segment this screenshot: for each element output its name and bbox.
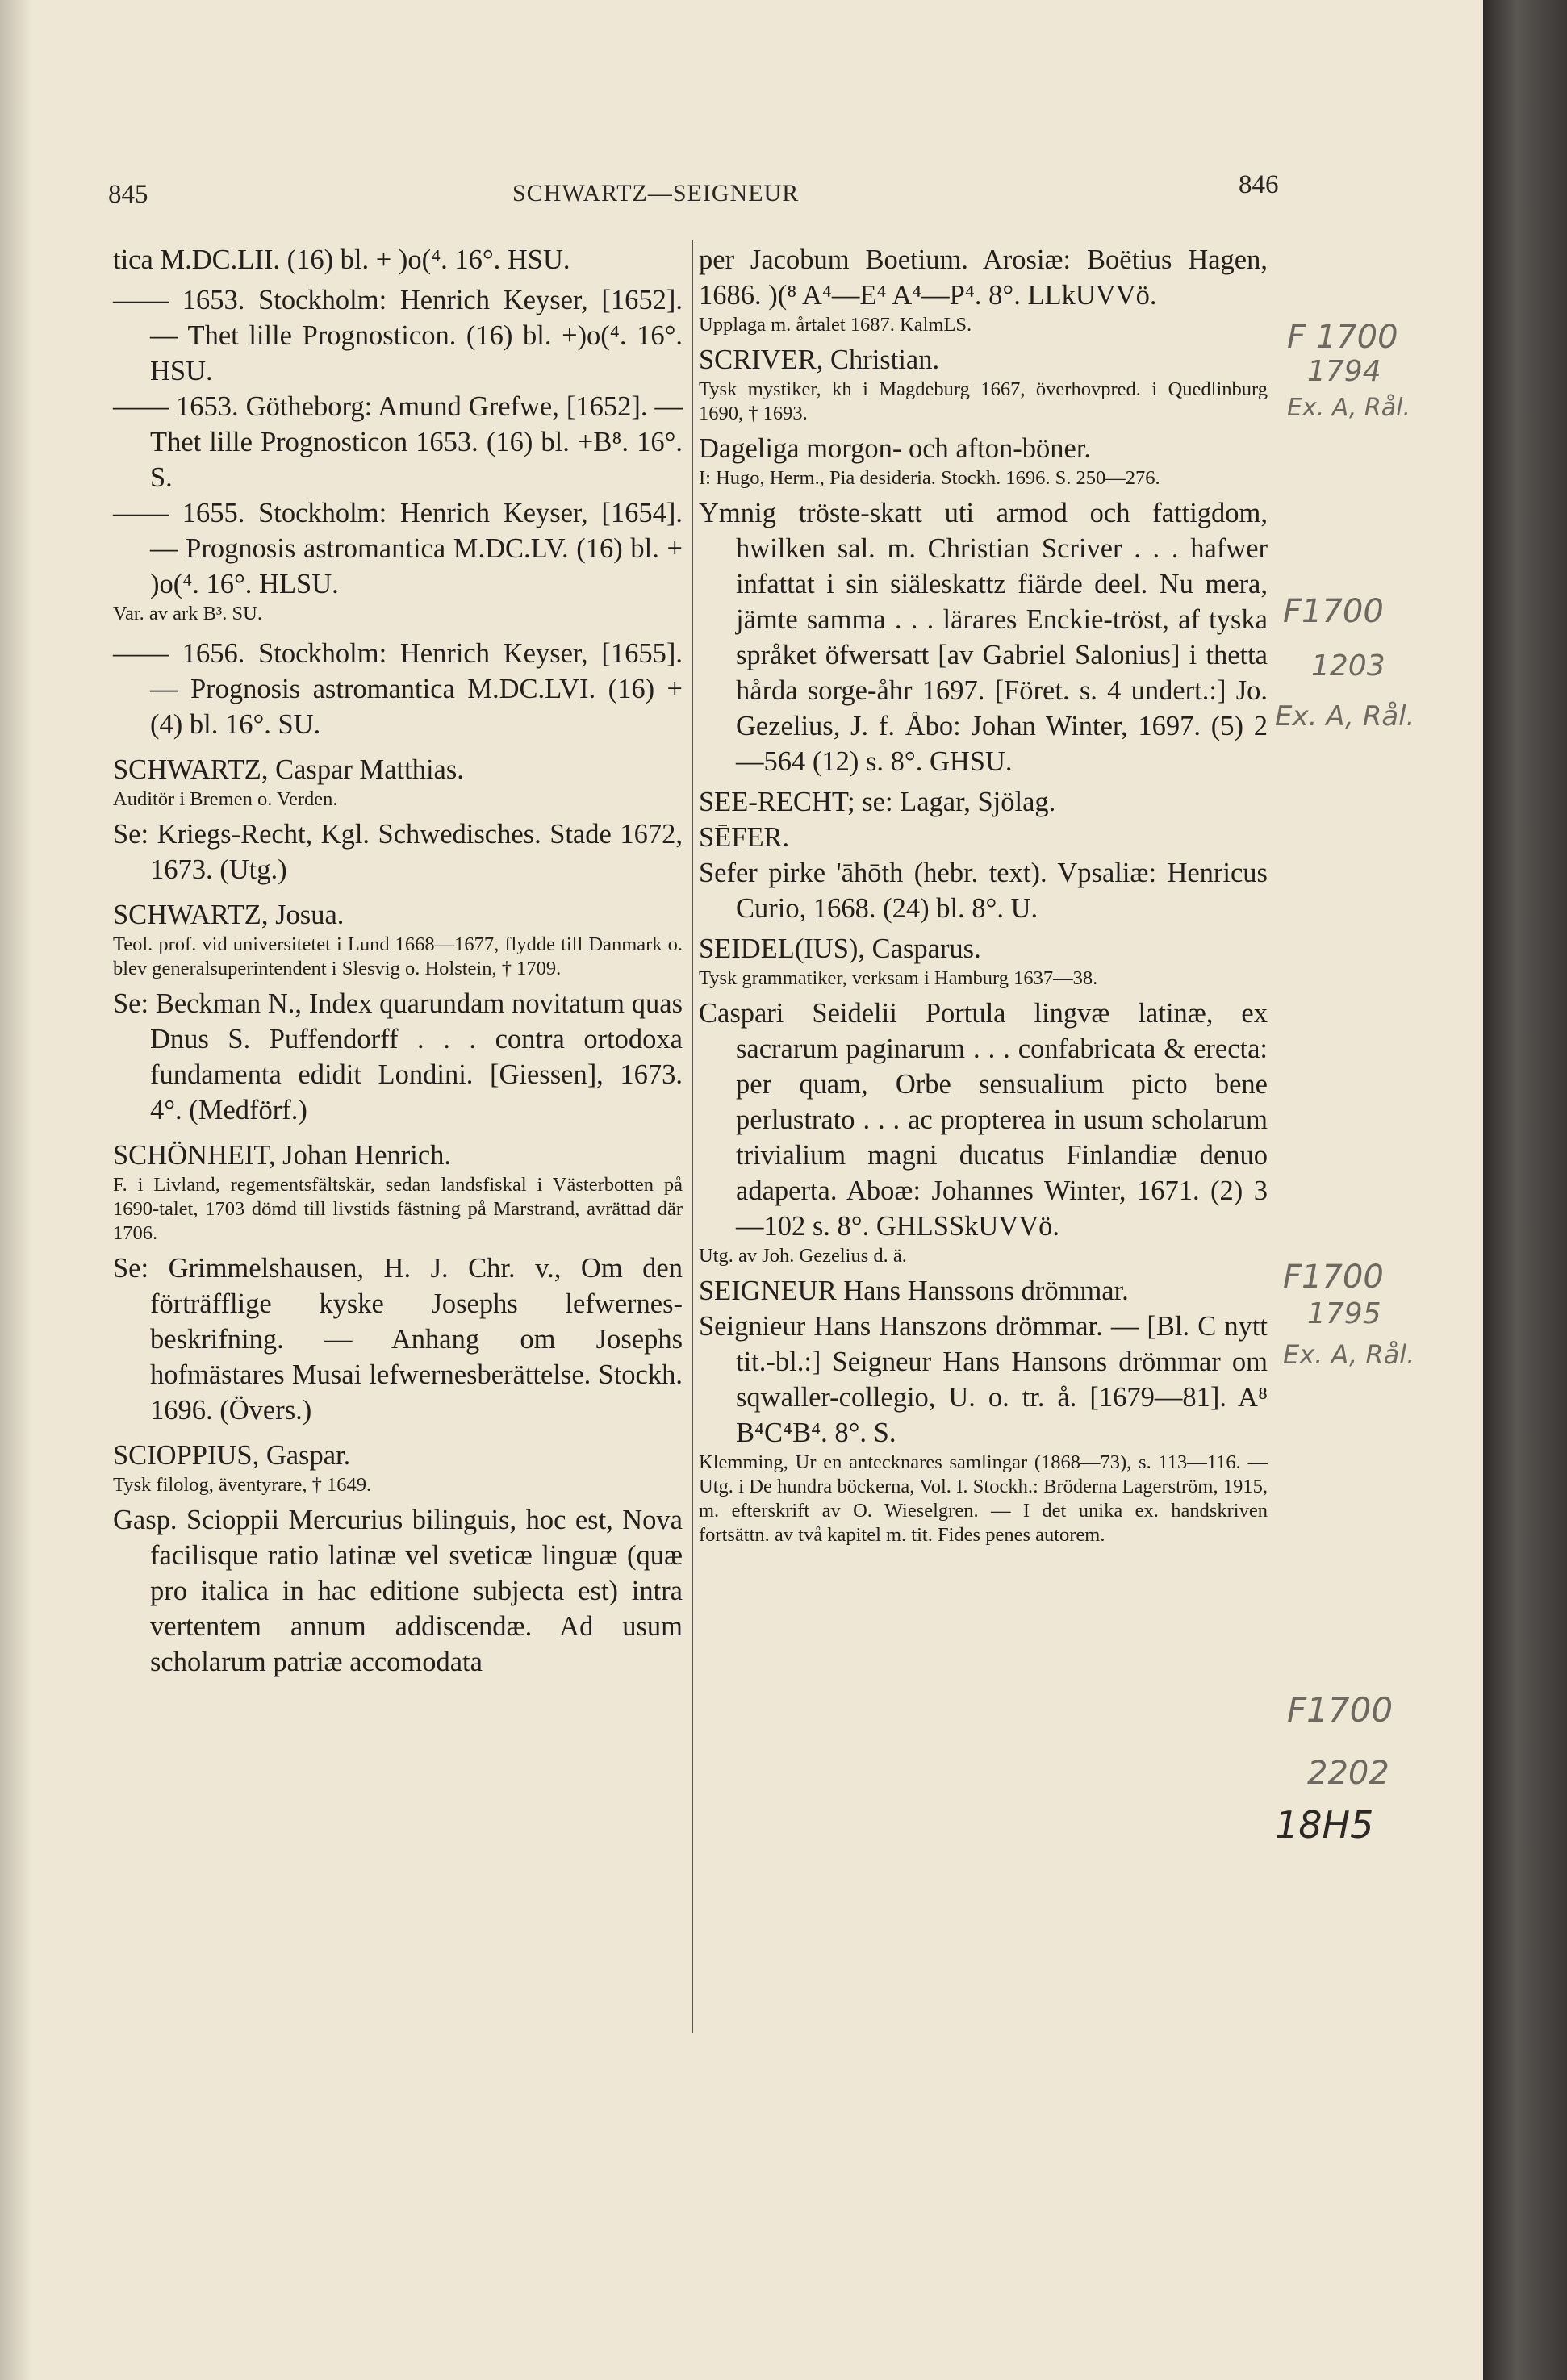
entry-edition: —— 1655. Stockholm: Henrich Keyser, [1654]. — Prognosis astromantica M.DC.LV. (16) bl. + )o(⁴. 16°. HLSU. [113, 498, 683, 599]
entry-title: Seignieur Hans Hanszons drömmar. — [Bl. C nytt tit.-bl.:] Seigneur Hans Hansons drömmar om sqwaller-collegio, U. o. tr. å. [1679—81]. A⁸ B⁴C⁴B⁴. 8°. S. [699, 1311, 1268, 1448]
author-bio: Tysk mystiker, kh i Magdeburg 1667, överhovpred. i Quedlinburg 1690, † 1693. [699, 378, 1268, 424]
entry-note: Klemming, Ur en antecknares samlingar (1868—73), s. 113—116. — Utg. i De hundra böckerna, Vol. I. Stockh.: Bröderna Lagerström, 1915, m. efterskrift av O. Wieselgren. — I det unika ex. handskriven fortsättn. av två kapitel m. tit. Fides penes autorem. [699, 1451, 1268, 1546]
author-heading: SCRIVER, Christian. [699, 344, 940, 375]
entry-reference: Se: Grimmelshausen, H. J. Chr. v., Om den förträfflige kyske Josephs lefwernes-beskrifning. — Anhang om Josephs hofmästares Musai lefwernesberättelse. Stockh. 1696. (Övers.) [113, 1253, 683, 1426]
author-heading: SĒFER. [699, 822, 790, 853]
entry-title: Caspari Seidelii Portula lingvæ latinæ, ex sacrarum paginarum . . . confabricata & erecta: per quam, Orbe sensualium picto bene perlustrato . . . ac propterea in usum scholarum trivialium magni ducatus Finlandiæ denuo adaperta. Aboæ: Johannes Winter, 1671. (2) 3—102 s. 8°. GHLSSkUVVö. [699, 998, 1268, 1242]
note-exar-a: Ex. A, Rål. [1287, 394, 1411, 422]
author-heading: SCIOPPIUS, Gaspar. [113, 1440, 351, 1471]
left-column [113, 242, 683, 1680]
author-bio: Tysk grammatiker, verksam i Hamburg 1637—38. [699, 967, 1098, 989]
author-bio: Tysk filolog, äventyrare, † 1649. [113, 1474, 372, 1496]
entry-reference: Se: Kriegs-Recht, Kgl. Schwedisches. Stade 1672, 1673. (Utg.) [113, 819, 683, 885]
entry-title: Ymnig tröste-skatt uti armod och fattigdom, hwilken sal. m. Christian Scriver . . . hafwer infattat i sin siäleskattz fiärde deel. Nu mera, jämte samma . . . lärares Enckie-tröst, af tyska språket öfwersatt [av Gabriel Salonius] i thetta hårda sorge-åhr 1697. [Föret. s. 4 undert.:] Jo. Gezelius, J. f. Åbo: Johan Winter, 1697. (5) 2—564 (12) s. 8°. GHSU. [699, 498, 1268, 777]
entry-edition: —— 1656. Stockholm: Henrich Keyser, [1655]. — Prognosis astromantica M.DC.LVI. (16) + (4) bl. 16°. SU. [113, 638, 683, 740]
page-number-left: 845 [108, 180, 148, 209]
entry-title: Gasp. Scioppii Mercurius bilinguis, hoc est, Nova facilisque ratio latinæ vel sveticæ linguæ (quæ pro italica in hac editione subjecta est) intra vertentem annum addiscendæ. Ad usum scholarum patriæ accomodata [113, 1505, 683, 1677]
page-edge-strip [1483, 0, 1567, 2380]
right-column [699, 242, 1268, 1547]
entry-text: tica M.DC.LII. (16) bl. + )o(⁴. 16°. HSU. [113, 244, 570, 275]
entry-note: I: Hugo, Herm., Pia desideria. Stockh. 1696. S. 250—276. [699, 467, 1160, 489]
author-heading: SEIDEL(IUS), Casparus. [699, 933, 981, 964]
entry-edition: —— 1653. Stockholm: Henrich Keyser, [1652]. — Thet lille Prognosticon. (16) bl. +)o(⁴. 16°. HSU. [113, 285, 683, 386]
entry-title: Sefer pirke 'āhōth (hebr. text). Vpsaliæ: Henricus Curio, 1668. (24) bl. 8°. U. [699, 858, 1268, 924]
note-f1700-d: F1700 [1287, 1690, 1394, 1730]
entry-text: per Jacobum Boetium. Arosiæ: Boëtius Hagen, 1686. )(⁸ A⁴—E⁴ A⁴—P⁴. 8°. LLkUVVö. [699, 244, 1268, 311]
author-heading: SCHWARTZ, Josua. [113, 900, 345, 930]
note-exar-b: Ex. A, Rål. [1275, 700, 1415, 733]
author-heading: SEIGNEUR Hans Hanssons drömmar. [699, 1276, 1129, 1306]
entry-note: Upplaga m. årtalet 1687. KalmLS. [699, 314, 972, 336]
running-title: SCHWARTZ—SEIGNEUR [512, 180, 800, 207]
author-heading: SCHÖNHEIT, Johan Henrich. [113, 1140, 452, 1171]
page-header [0, 165, 1483, 214]
entry-note: Utg. av Joh. Gezelius d. ä. [699, 1245, 907, 1267]
note-f1700-a: F 1700 [1287, 319, 1398, 356]
author-bio: Auditör i Bremen o. Verden. [113, 788, 338, 810]
author-heading: SEE-RECHT; se: Lagar, Sjölag. [699, 787, 1056, 817]
note-f1700-b: F1700 [1283, 593, 1384, 630]
page-number-right: 846 [1239, 170, 1279, 199]
entry-reference: Se: Beckman N., Index quarundam novitatum quas Dnus S. Puffendorff . . . contra ortodoxa fundamenta edidit Londini. [Giessen], 1673. 4°. (Medförf.) [113, 988, 683, 1125]
author-bio: F. i Livland, regementsfältskär, sedan landsfiskal i Västerbotten på 1690-talet, 1703 dömd till livstids fästning på Marstrand, avrättad där 1706. [113, 1174, 683, 1244]
note-f1700-c: F1700 [1283, 1259, 1384, 1296]
entry-title: Dageliga morgon- och afton-böner. [699, 433, 1092, 464]
entry-edition: —— 1653. Götheborg: Amund Grefwe, [1652]. — Thet lille Prognosticon 1653. (16) bl. +B⁸. 16°. S. [113, 391, 683, 493]
note-1794: 1794 [1307, 355, 1381, 388]
note-2202: 2202 [1307, 1755, 1389, 1792]
note-1203: 1203 [1311, 649, 1385, 683]
column-rule [692, 240, 693, 2033]
author-bio: Teol. prof. vid universitetet i Lund 1668—1677, flydde till Danmark o. blev generalsuperintendent i Slesvig o. Holstein, † 1709. [113, 933, 683, 979]
note-1795: 1795 [1307, 1297, 1381, 1330]
note-exar-c: Ex. A, Rål. [1283, 1339, 1415, 1370]
entry-note: Var. av ark B³. SU. [113, 603, 262, 624]
note-18h5: 18H5 [1275, 1803, 1374, 1847]
author-heading: SCHWARTZ, Caspar Matthias. [113, 754, 464, 785]
gutter-shadow [0, 0, 32, 2380]
